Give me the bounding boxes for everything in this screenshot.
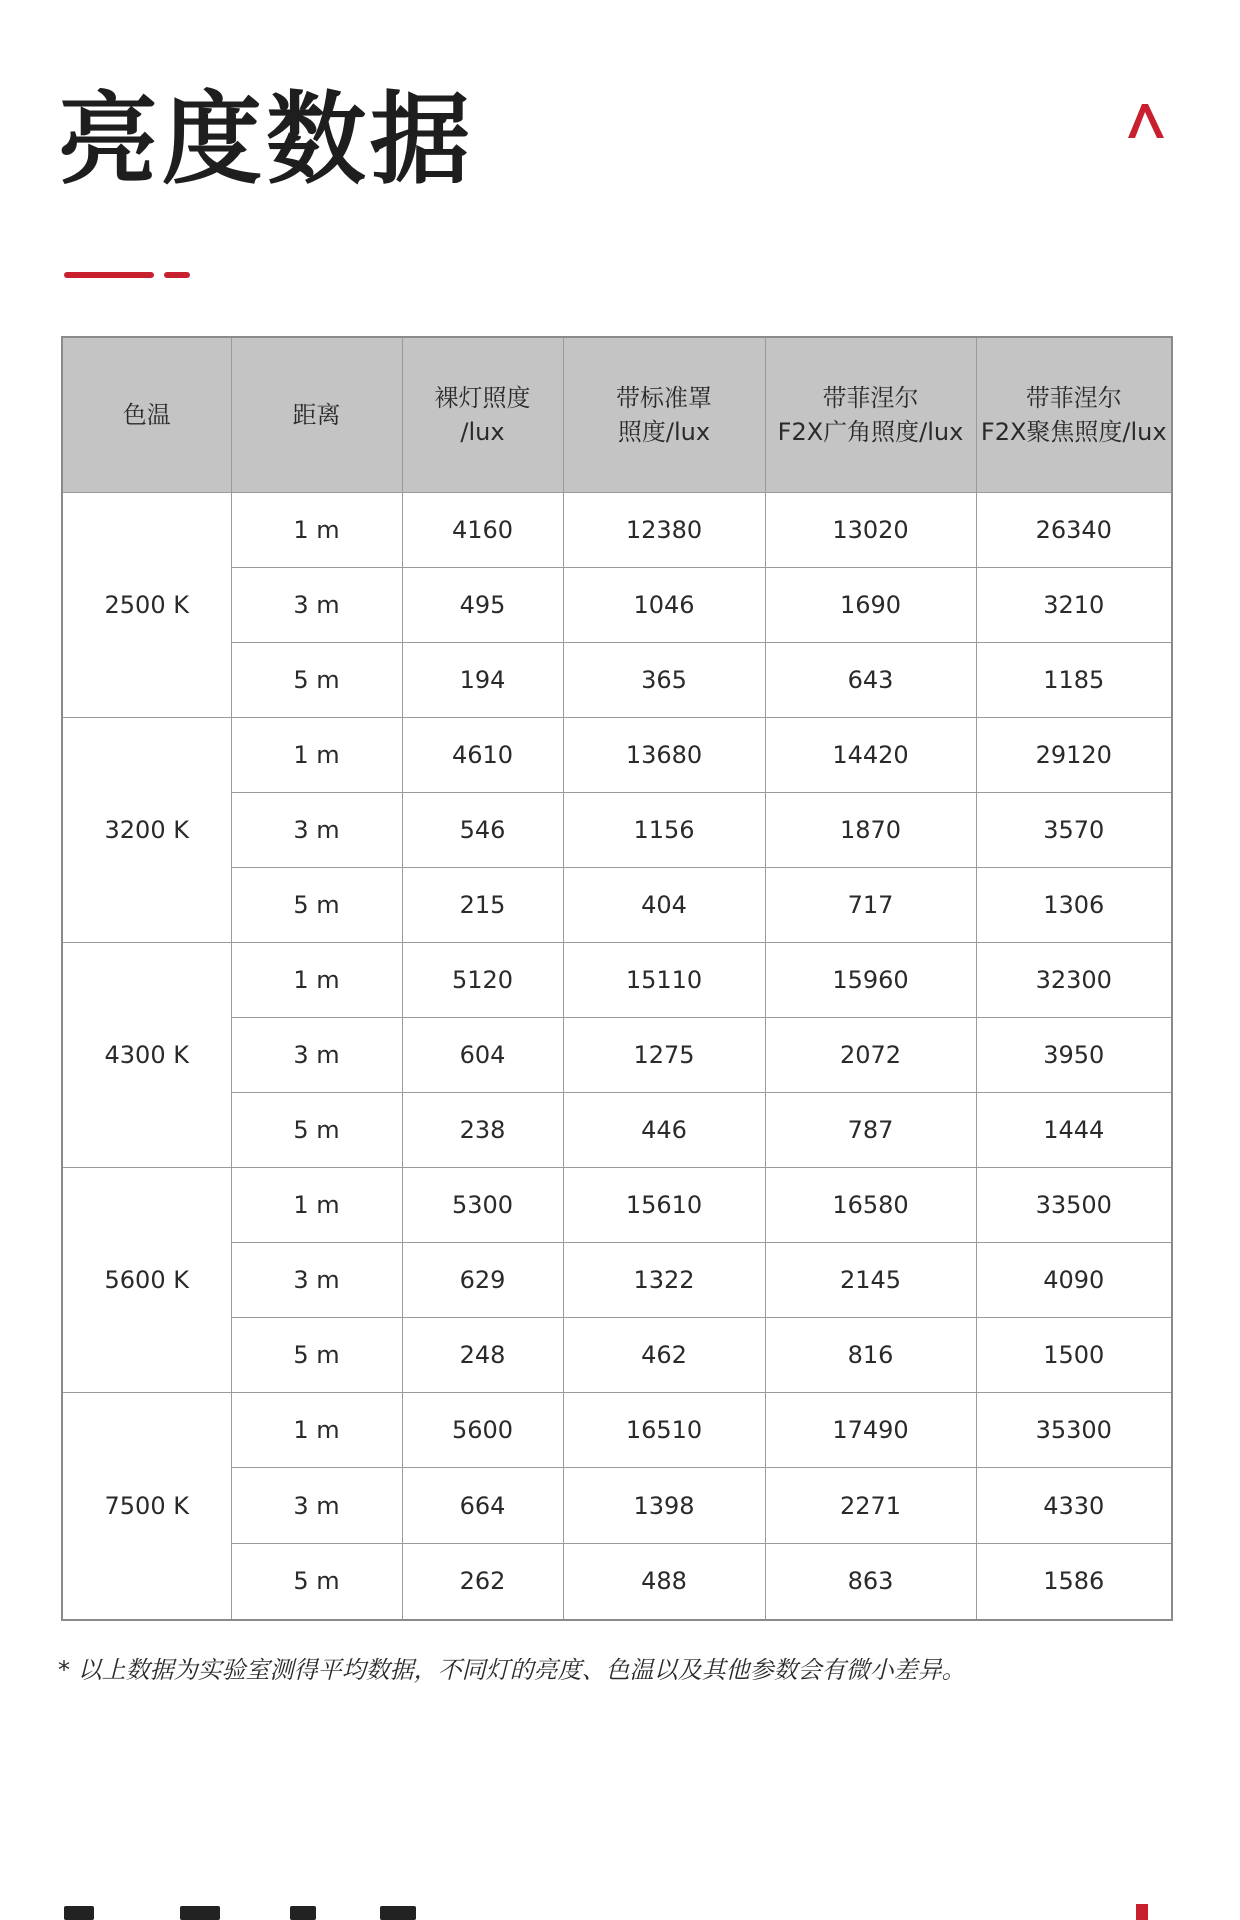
distance-cell: 1 m [231, 1168, 402, 1243]
color-temp-cell: 2500 K [62, 493, 231, 718]
lux-value-cell: 33500 [976, 1168, 1172, 1243]
distance-cell: 1 m [231, 943, 402, 1018]
lux-value-cell: 17490 [765, 1393, 976, 1468]
color-temp-cell: 7500 K [62, 1393, 231, 1620]
distance-cell: 1 m [231, 1393, 402, 1468]
column-header-line: 色温 [122, 401, 171, 429]
lux-value-cell: 365 [563, 643, 765, 718]
table-row [62, 493, 1172, 568]
lux-value-cell: 1690 [765, 568, 976, 643]
accent-divider-dash [164, 272, 190, 278]
lux-value-cell: 3950 [976, 1018, 1172, 1093]
lux-value-cell: 863 [765, 1544, 976, 1620]
lux-value-cell: 2145 [765, 1243, 976, 1318]
lux-value-cell: 26340 [976, 493, 1172, 568]
column-header-line: 裸灯照度 [434, 384, 531, 412]
column-header [402, 337, 563, 493]
lux-value-cell: 14420 [765, 718, 976, 793]
table-row [62, 1168, 1172, 1243]
logo-edge-icon [1136, 1904, 1148, 1920]
lux-value-cell: 5600 [402, 1393, 563, 1468]
lux-value-cell: 1046 [563, 568, 765, 643]
lux-value-cell: 2271 [765, 1468, 976, 1544]
color-temp-cell: 3200 K [62, 718, 231, 943]
table-row [62, 943, 1172, 1018]
lux-value-cell: 4160 [402, 493, 563, 568]
lux-value-cell: 5300 [402, 1168, 563, 1243]
table-row [62, 718, 1172, 793]
lux-value-cell: 262 [402, 1544, 563, 1620]
column-header-line: 照度/lux [617, 418, 711, 446]
lux-value-cell: 1870 [765, 793, 976, 868]
lux-value-cell: 16580 [765, 1168, 976, 1243]
distance-cell: 3 m [231, 793, 402, 868]
lux-value-cell: 1444 [976, 1093, 1172, 1168]
lux-value-cell: 1306 [976, 868, 1172, 943]
distance-cell: 1 m [231, 718, 402, 793]
column-header-line: 带菲涅尔 [822, 384, 919, 412]
column-header [563, 337, 765, 493]
lux-value-cell: 215 [402, 868, 563, 943]
distance-cell: 5 m [231, 1318, 402, 1393]
table-row [62, 1393, 1172, 1468]
lux-value-cell: 462 [563, 1318, 765, 1393]
accent-divider [64, 272, 154, 278]
distance-cell: 5 m [231, 1544, 402, 1620]
distance-cell: 5 m [231, 643, 402, 718]
lux-value-cell: 1322 [563, 1243, 765, 1318]
column-header [765, 337, 976, 493]
lux-value-cell: 1275 [563, 1018, 765, 1093]
lux-value-cell: 4330 [976, 1468, 1172, 1544]
column-header-line: 带标准罩 [616, 384, 712, 412]
lux-value-cell: 604 [402, 1018, 563, 1093]
chevron-up-logo-icon [1124, 98, 1168, 142]
column-header-line: 距离 [292, 401, 341, 429]
lux-value-cell: 15960 [765, 943, 976, 1018]
lux-value-cell: 446 [563, 1093, 765, 1168]
lux-value-cell: 194 [402, 643, 563, 718]
distance-cell: 3 m [231, 568, 402, 643]
footnote: * 以上数据为实验室测得平均数据，不同灯的亮度、色温以及其他参数会有微小差异。 [58, 1656, 966, 1684]
column-header-line: F2X广角照度/lux [777, 418, 964, 446]
lux-value-cell: 15610 [563, 1168, 765, 1243]
page-title: 亮度数据 [58, 81, 474, 198]
lux-value-cell: 32300 [976, 943, 1172, 1018]
lux-value-cell: 3210 [976, 568, 1172, 643]
lux-value-cell: 488 [563, 1544, 765, 1620]
lux-value-cell: 787 [765, 1093, 976, 1168]
lux-value-cell: 12380 [563, 493, 765, 568]
lux-value-cell: 35300 [976, 1393, 1172, 1468]
lux-value-cell: 4090 [976, 1243, 1172, 1318]
lux-value-cell: 3570 [976, 793, 1172, 868]
distance-cell: 3 m [231, 1018, 402, 1093]
distance-cell: 3 m [231, 1468, 402, 1544]
lux-value-cell: 15110 [563, 943, 765, 1018]
lux-value-cell: 717 [765, 868, 976, 943]
lux-value-cell: 238 [402, 1093, 563, 1168]
lux-value-cell: 4610 [402, 718, 563, 793]
lux-value-cell: 16510 [563, 1393, 765, 1468]
lux-value-cell: 1398 [563, 1468, 765, 1544]
lux-value-cell: 546 [402, 793, 563, 868]
column-header-line: /lux [460, 418, 505, 446]
column-header-line: 带菲涅尔 [1025, 384, 1122, 412]
lux-value-cell: 1586 [976, 1544, 1172, 1620]
lux-value-cell: 5120 [402, 943, 563, 1018]
lux-value-cell: 1185 [976, 643, 1172, 718]
table-header-row [62, 337, 1172, 493]
lux-value-cell: 2072 [765, 1018, 976, 1093]
column-header-line: F2X聚焦照度/lux [980, 418, 1167, 446]
brightness-table [61, 336, 1173, 1621]
color-temp-cell: 4300 K [62, 943, 231, 1168]
lux-value-cell: 29120 [976, 718, 1172, 793]
distance-cell: 3 m [231, 1243, 402, 1318]
lux-value-cell: 248 [402, 1318, 563, 1393]
distance-cell: 5 m [231, 1093, 402, 1168]
lux-value-cell: 404 [563, 868, 765, 943]
lux-value-cell: 664 [402, 1468, 563, 1544]
distance-cell: 1 m [231, 493, 402, 568]
lux-value-cell: 1156 [563, 793, 765, 868]
color-temp-cell: 5600 K [62, 1168, 231, 1393]
column-header [976, 337, 1172, 493]
lux-value-cell: 13020 [765, 493, 976, 568]
column-header [231, 337, 402, 493]
lux-value-cell: 816 [765, 1318, 976, 1393]
lux-value-cell: 495 [402, 568, 563, 643]
distance-cell: 5 m [231, 868, 402, 943]
lux-value-cell: 13680 [563, 718, 765, 793]
lux-value-cell: 1500 [976, 1318, 1172, 1393]
next-section-edge [0, 1900, 1240, 1920]
column-header [62, 337, 231, 493]
lux-value-cell: 629 [402, 1243, 563, 1318]
lux-value-cell: 643 [765, 643, 976, 718]
